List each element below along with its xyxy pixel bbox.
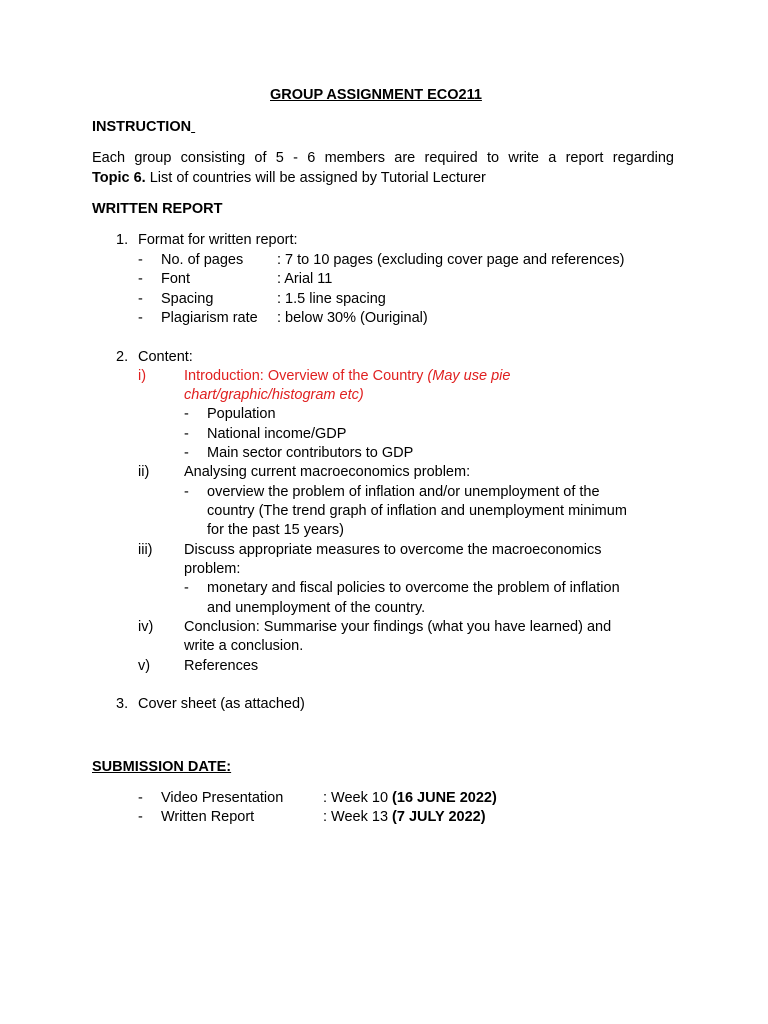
content-intro-text: Introduction: Overview of the Country <box>184 368 428 384</box>
content-intro <box>184 369 510 384</box>
format-label: Font <box>161 271 191 287</box>
content-intro-note-cont: chart/graphic/histogram etc) <box>184 387 364 403</box>
list-number: 1. <box>116 232 129 248</box>
topic-label: Topic 6. <box>92 170 146 186</box>
submission-week: : Week 13 <box>323 809 393 825</box>
format-label: No. of pages <box>161 252 244 268</box>
submission-label: Video Presentation <box>161 790 284 806</box>
instruction-paragraph-line2 <box>92 171 486 186</box>
roman-numeral: iii) <box>138 542 153 558</box>
format-value: : 7 to 10 pages (excluding cover page and references) <box>277 252 625 268</box>
submission-heading: SUBMISSION DATE: <box>92 759 232 775</box>
instruction-paragraph-line1: Each group consisting of 5 - 6 members are required to write a report regarding <box>92 150 674 166</box>
roman-numeral: v) <box>138 658 151 674</box>
sub-item-cont: country (The trend graph of inflation and unemployment minimum <box>207 503 627 519</box>
content-analysis: Analysing current macroeconomics problem: <box>184 464 471 480</box>
sub-item: monetary and fiscal policies to overcome the problem of inflation <box>207 580 620 596</box>
submission-label: Written Report <box>161 809 255 825</box>
sub-item-cont: and unemployment of the country. <box>207 600 426 616</box>
written-report-heading: WRITTEN REPORT <box>92 201 223 217</box>
roman-numeral: ii) <box>138 464 150 480</box>
content-heading: Content: <box>138 349 193 365</box>
content-references: References <box>184 658 259 674</box>
page-title: GROUP ASSIGNMENT ECO211 <box>270 87 482 103</box>
content-measures-cont: problem: <box>184 561 241 577</box>
content-intro-note: (May use pie <box>427 368 511 384</box>
dash: - <box>138 809 143 825</box>
sub-item: overview the problem of inflation and/or unemployment of the <box>207 484 600 500</box>
dash: - <box>184 406 189 422</box>
format-value: : 1.5 line spacing <box>277 291 386 307</box>
dash: - <box>138 271 143 287</box>
format-heading: Format for written report: <box>138 232 298 248</box>
dash: - <box>138 252 143 268</box>
format-label: Spacing <box>161 291 214 307</box>
dash: - <box>184 484 189 500</box>
list-number: 2. <box>116 349 129 365</box>
content-measures: Discuss appropriate measures to overcome the macroeconomics <box>184 542 602 558</box>
submission-value <box>323 791 497 806</box>
dash: - <box>184 580 189 596</box>
roman-numeral: iv) <box>138 619 154 635</box>
format-value: : Arial 11 <box>277 271 333 287</box>
dash: - <box>184 426 189 442</box>
instruction-rest: List of countries will be assigned by Tutorial Lecturer <box>145 170 486 186</box>
submission-date: (16 JUNE 2022) <box>392 790 497 806</box>
submission-week: : Week 10 <box>323 790 393 806</box>
cover-sheet-text: Cover sheet (as attached) <box>138 696 305 712</box>
submission-value <box>323 810 486 825</box>
sub-item: National income/GDP <box>207 426 347 442</box>
sub-item: Population <box>207 406 276 422</box>
list-number: 3. <box>116 696 129 712</box>
instruction-heading: INSTRUCTION <box>92 119 192 135</box>
dash: - <box>138 291 143 307</box>
submission-date: (7 JULY 2022) <box>392 809 486 825</box>
format-label: Plagiarism rate <box>161 310 258 326</box>
sub-item: Main sector contributors to GDP <box>207 445 414 461</box>
dash: - <box>138 790 143 806</box>
roman-numeral: i) <box>138 368 147 384</box>
sub-item-cont: for the past 15 years) <box>207 522 345 538</box>
dash: - <box>184 445 189 461</box>
content-conclusion: Conclusion: Summarise your findings (what you have learned) and <box>184 619 612 635</box>
dash: - <box>138 310 143 326</box>
format-value: : below 30% (Ouriginal) <box>277 310 428 326</box>
content-conclusion-cont: write a conclusion. <box>184 638 304 654</box>
